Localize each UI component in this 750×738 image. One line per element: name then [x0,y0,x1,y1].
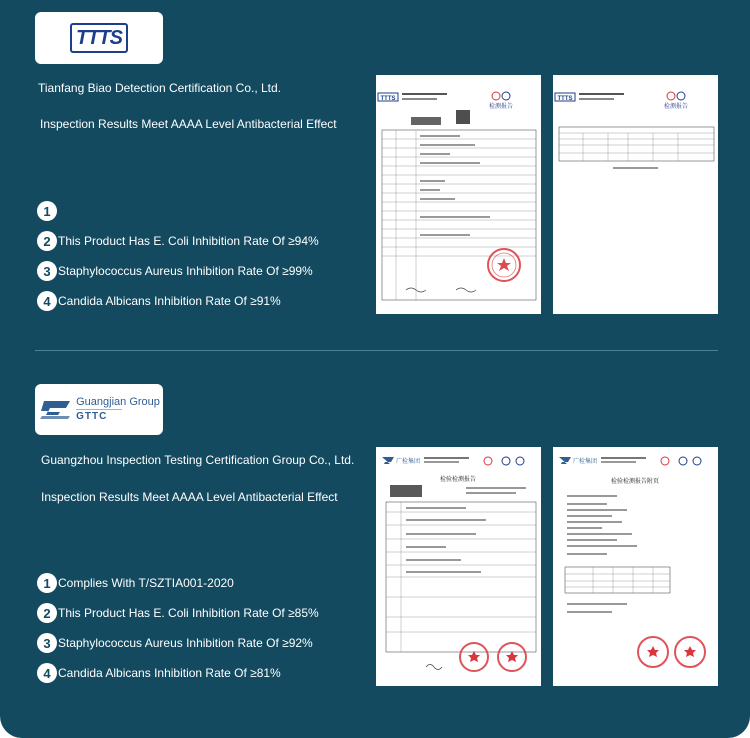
number-badge: 4 [37,291,57,311]
number-badge: 4 [37,663,57,683]
number-badge: 2 [37,603,57,623]
gttc-logo-icon [38,399,72,421]
doc-header: 检测报告 [663,103,689,110]
number-badge: 2 [37,231,57,251]
test-report-page [376,75,541,314]
finding-item [37,291,319,311]
finding-item [37,663,319,683]
doc-header: 检测报告 [488,103,514,110]
finding-item [37,231,319,251]
finding-text: Staphylococcus Aureus Inhibition Rate Of ≥92% [58,636,313,650]
guangjian-logo-abbr: GTTC [76,411,108,422]
finding-text: Complies With T/SZTIA001-2020 [58,576,234,590]
finding-item [37,201,319,221]
test-report-page [553,447,718,686]
company-name-2: Guangzhou Inspection Testing Certification Group Co., Ltd. [41,453,355,467]
result-summary-2: Inspection Results Meet AAAA Level Antibacterial Effect [41,490,338,504]
finding-text: Candida Albicans Inhibition Rate Of ≥91% [58,294,281,308]
finding-item [37,633,319,653]
finding-item [37,603,319,623]
doc-brand: 广检集团 [396,458,421,465]
doc-brand: TTTS [380,96,396,102]
number-badge: 1 [37,201,57,221]
ttts-logo-mark: TTTS [70,23,128,53]
finding-text: This Product Has E. Coli Inhibition Rate Of ≥94% [58,234,319,248]
guangjian-logo [35,384,163,435]
result-summary-1: Inspection Results Meet AAAA Level Antibacterial Effect [40,117,337,131]
number-badge: 1 [37,573,57,593]
finding-item [37,573,319,593]
number-badge: 3 [37,261,57,281]
finding-text: Candida Albicans Inhibition Rate Of ≥81% [58,666,281,680]
section-divider [35,350,718,351]
findings-list-2 [37,573,319,693]
company-name-1: Tianfang Biao Detection Certification Co., Ltd. [38,81,282,95]
finding-item [37,261,319,281]
finding-text: Staphylococcus Aureus Inhibition Rate Of ≥99% [58,264,313,278]
doc-header: 检验检测报告附页 [610,478,660,485]
finding-text: This Product Has E. Coli Inhibition Rate Of ≥85% [58,606,319,620]
findings-list-1 [37,201,319,321]
guangjian-logo-name: Guangjian Group [76,396,160,408]
doc-brand: 广检集团 [573,458,598,465]
doc-brand: TTTS [557,96,573,102]
doc-header: 检验检测报告 [439,476,477,483]
test-report-page [376,447,541,686]
number-badge: 3 [37,633,57,653]
ttts-logo [35,12,163,64]
test-report-page [553,75,718,314]
